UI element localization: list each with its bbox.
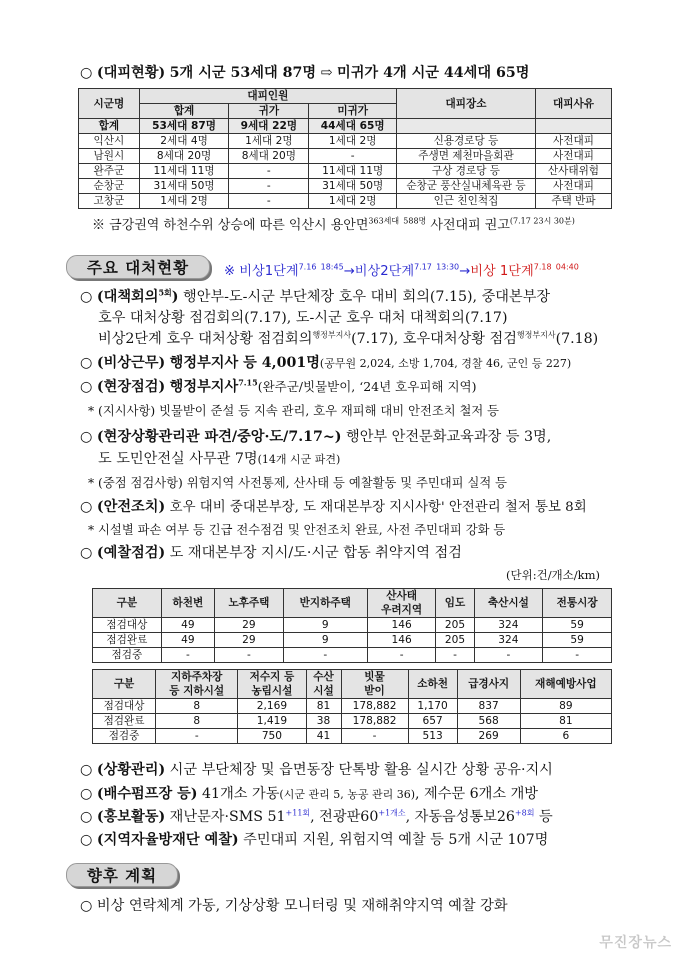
evac-note-sup: (7.17 23시 30분) bbox=[509, 216, 575, 226]
bullet: ○ bbox=[80, 762, 93, 778]
item-safety bbox=[80, 497, 587, 518]
row-header: 점검완료 bbox=[93, 633, 162, 648]
table-cell: 구상 경로당 등 bbox=[397, 164, 536, 179]
item-volunteer bbox=[80, 830, 548, 850]
table-row bbox=[93, 618, 612, 633]
table-row bbox=[79, 149, 612, 164]
col-header: 노후주택 bbox=[215, 589, 284, 618]
item-small: (14개 시군 파견) bbox=[257, 453, 341, 466]
col-header: 귀가 bbox=[229, 104, 309, 119]
table-row bbox=[79, 194, 612, 209]
table-cell: 205 bbox=[436, 633, 474, 648]
table-cell: - bbox=[283, 648, 367, 663]
item-subnote: * (지시사항) 빗물받이 준설 등 지속 관리, 호우 재피해 대비 안전조치 철저 등 bbox=[88, 404, 500, 418]
table-cell: 1세대 2명 bbox=[229, 134, 309, 149]
evac-note bbox=[92, 216, 575, 236]
col-header: 시군명 bbox=[79, 89, 140, 119]
bullet: ○ bbox=[80, 545, 93, 561]
section-badge-future: 향후 계획 bbox=[66, 863, 178, 887]
table-cell: 9세대 22명 bbox=[229, 119, 309, 134]
table-cell: - bbox=[543, 648, 612, 663]
alert-sup: 7.17 bbox=[414, 262, 432, 272]
table-cell: 657 bbox=[408, 714, 457, 729]
table-cell: 146 bbox=[367, 618, 436, 633]
item-dispatch bbox=[80, 427, 551, 447]
table-cell: - bbox=[367, 648, 436, 663]
item-text: (완주군/빗물받이, ‘24년 호우피해 지역) bbox=[257, 379, 477, 394]
table-cell: 사전대피 bbox=[535, 179, 611, 194]
bullet: ○ bbox=[80, 832, 93, 848]
item-text: 비상2단계 호우 대처상황 점검회의 bbox=[98, 331, 313, 347]
table-cell: 1세대 2명 bbox=[309, 194, 397, 209]
col-header: 소하천 bbox=[408, 670, 457, 699]
table-cell: - bbox=[474, 648, 543, 663]
col-header: 대피사유 bbox=[535, 89, 611, 119]
item-sup: +8회 bbox=[514, 808, 535, 818]
future-plan bbox=[80, 896, 508, 916]
table-cell: - bbox=[309, 149, 397, 164]
col-header: 급경사지 bbox=[457, 670, 520, 699]
table-cell: 205 bbox=[436, 618, 474, 633]
item-label: (예찰점검) bbox=[96, 545, 166, 561]
item-small: (시군 관리 5, 농공 관리 36) bbox=[279, 788, 415, 801]
table-cell: 44세대 65명 bbox=[309, 119, 397, 134]
alert-current: 비상 1단계 bbox=[470, 264, 534, 279]
item-meeting-line3 bbox=[98, 329, 598, 349]
evac-head-text1: 5개 시군 53세대 87명 bbox=[169, 65, 317, 81]
item-sup: +11회 bbox=[285, 808, 311, 818]
table-cell: 29 bbox=[215, 633, 284, 648]
item-situation bbox=[80, 760, 553, 780]
item-text: , 전광판60 bbox=[310, 809, 379, 825]
table-cell: 2세대 4명 bbox=[139, 134, 229, 149]
alert-sup: 04:40 bbox=[555, 262, 579, 272]
item-subnote: * 시설별 파손 여부 등 긴급 전수점검 및 안전조치 완료, 사전 주민대피 강화 등 bbox=[88, 523, 506, 537]
item-label: (현장점검) bbox=[96, 379, 166, 395]
item-text: 도 도민안전실 사무관 7명 bbox=[98, 451, 258, 467]
table-cell: 완주군 bbox=[79, 164, 140, 179]
col-header: 산사태 우려지역 bbox=[367, 589, 436, 618]
bullet: ○ bbox=[80, 65, 93, 81]
table-cell: 324 bbox=[474, 633, 543, 648]
table-cell: 신용경로당 등 bbox=[397, 134, 536, 149]
table-cell: 837 bbox=[457, 699, 520, 714]
table-cell: 178,882 bbox=[341, 699, 408, 714]
item-text: 행정부지사 bbox=[169, 379, 239, 395]
table-row bbox=[93, 633, 612, 648]
item-small: (공무원 2,024, 소방 1,704, 경찰 46, 군인 등 227) bbox=[319, 357, 572, 370]
row-header: 점검중 bbox=[93, 729, 156, 744]
item-label: (배수펌프장 등) bbox=[96, 786, 198, 802]
table-cell: 49 bbox=[161, 633, 214, 648]
evac-head-text2: 미귀가 4개 시군 44세대 65명 bbox=[337, 65, 530, 81]
evac-note-sup: 363세대 bbox=[368, 216, 400, 226]
item-text: 등 bbox=[534, 809, 553, 825]
item-patrol bbox=[80, 543, 462, 563]
table-row bbox=[93, 714, 612, 729]
table-cell: - bbox=[156, 729, 238, 744]
table-cell: 178,882 bbox=[341, 714, 408, 729]
item-emergency-duty bbox=[80, 353, 571, 374]
col-header: 합계 bbox=[139, 104, 229, 119]
evacuation-table bbox=[78, 88, 612, 209]
bullet: ○ bbox=[80, 355, 93, 371]
row-header: 점검중 bbox=[93, 648, 162, 663]
table-cell: 269 bbox=[457, 729, 520, 744]
col-header: 대피장소 bbox=[397, 89, 536, 119]
table-cell bbox=[397, 119, 536, 134]
item-text: 주민대피 지원, 위험지역 예찰 등 5개 시군 107명 bbox=[243, 832, 549, 848]
item-label: (대책회의 bbox=[96, 289, 159, 305]
table-cell: 89 bbox=[520, 699, 611, 714]
item-text: 행안부 안전문화교육과장 등 3명, bbox=[346, 429, 552, 445]
bullet: ○ bbox=[80, 499, 93, 515]
table-cell: 2,169 bbox=[238, 699, 306, 714]
table-cell: 324 bbox=[474, 618, 543, 633]
evac-headline bbox=[80, 63, 529, 83]
item-text: 시군 부단체장 및 읍면동장 단톡방 활용 실시간 상황 공유·지시 bbox=[169, 762, 553, 778]
alert-arrow: → bbox=[459, 264, 471, 279]
col-header: 임도 bbox=[436, 589, 474, 618]
col-header: 반지하주택 bbox=[283, 589, 367, 618]
alert-sup: 18:45 bbox=[320, 262, 344, 272]
item-subnote: * (중점 점검사항) 위험지역 사전통제, 산사태 등 예찰활동 및 주민대피 실적 등 bbox=[88, 476, 508, 490]
item-label: (현장상황관리관 파견/중앙·도/7.17~) bbox=[96, 429, 342, 445]
table-cell: 41 bbox=[306, 729, 341, 744]
table-row bbox=[79, 179, 612, 194]
table-cell: 31세대 50명 bbox=[139, 179, 229, 194]
table-cell: - bbox=[215, 648, 284, 663]
item-field-check bbox=[80, 377, 476, 397]
item-text: , 제수문 6개소 개방 bbox=[415, 786, 539, 802]
bullet: ○ bbox=[80, 379, 93, 395]
bullet: ○ bbox=[80, 429, 93, 445]
inspection-table-1 bbox=[92, 588, 612, 663]
col-header: 구분 bbox=[93, 670, 156, 699]
item-sup: +1개소 bbox=[378, 808, 406, 818]
col-header: 구분 bbox=[93, 589, 162, 618]
table-cell: 1,170 bbox=[408, 699, 457, 714]
table-cell: 11세대 11명 bbox=[139, 164, 229, 179]
item-label-close: ) bbox=[171, 289, 179, 305]
bullet: ○ bbox=[80, 289, 93, 305]
bullet: ○ bbox=[80, 786, 93, 802]
row-header: 점검대상 bbox=[93, 618, 162, 633]
col-header: 하천변 bbox=[161, 589, 214, 618]
item-text: (7.17), 호우대처상황 점검 bbox=[351, 331, 517, 347]
table-row bbox=[79, 119, 612, 134]
watermark-logo: 무진장뉴스 bbox=[599, 935, 672, 951]
table-cell: 8 bbox=[156, 714, 238, 729]
section-badge-major: 주요 대처현황 bbox=[66, 255, 210, 279]
table-cell: 81 bbox=[520, 714, 611, 729]
table-row bbox=[79, 164, 612, 179]
alert-prefix: ※ 비상1단계 bbox=[224, 264, 299, 279]
table-cell: - bbox=[436, 648, 474, 663]
item-sup: 행정부지사 bbox=[312, 330, 352, 340]
table-cell: 81 bbox=[306, 699, 341, 714]
table-cell: 568 bbox=[457, 714, 520, 729]
table-cell: 49 bbox=[161, 618, 214, 633]
alert-sup: 7.18 bbox=[533, 262, 552, 272]
row-header: 점검완료 bbox=[93, 714, 156, 729]
table-cell: 주생면 제천마을회관 bbox=[397, 149, 536, 164]
item-text: , 자동음성통보26 bbox=[405, 809, 515, 825]
item-label: (홍보활동) bbox=[96, 809, 166, 825]
table-cell: 사전대피 bbox=[535, 134, 611, 149]
bullet: ○ bbox=[80, 809, 93, 825]
table-cell: 인근 친인척집 bbox=[397, 194, 536, 209]
bullet: ○ bbox=[80, 898, 93, 914]
table-cell bbox=[535, 119, 611, 134]
item-text: 행안부-도-시군 부단체장 호우 대비 회의(7.15), 중대본부장 bbox=[182, 289, 551, 305]
table-cell: 합계 bbox=[79, 119, 140, 134]
arrow-icon: ⇨ bbox=[320, 65, 333, 81]
inspection-table-2 bbox=[92, 669, 612, 744]
table-cell: 산사태위험 bbox=[535, 164, 611, 179]
table-cell: 1,419 bbox=[238, 714, 306, 729]
col-header: 지하주차장 등 지하시설 bbox=[156, 670, 238, 699]
table-cell: 1세대 2명 bbox=[309, 134, 397, 149]
row-header: 점검대상 bbox=[93, 699, 156, 714]
item-label: (상황관리) bbox=[96, 762, 166, 778]
table-cell: 146 bbox=[367, 633, 436, 648]
table-cell: 29 bbox=[215, 618, 284, 633]
table-row bbox=[79, 134, 612, 149]
col-header: 대피인원 bbox=[139, 89, 396, 104]
item-sup: 7.15 bbox=[238, 377, 258, 388]
future-text: 비상 연락체계 가동, 기상상황 모니터링 및 재해취약지역 예찰 강화 bbox=[96, 898, 508, 914]
table-row bbox=[93, 648, 612, 663]
table-row bbox=[93, 699, 612, 714]
table-cell: 38 bbox=[306, 714, 341, 729]
table-cell: 750 bbox=[238, 729, 306, 744]
table-row bbox=[93, 729, 612, 744]
table-cell: - bbox=[161, 648, 214, 663]
table-cell: 11세대 11명 bbox=[309, 164, 397, 179]
table-cell: 53세대 87명 bbox=[139, 119, 229, 134]
item-dispatch-line2 bbox=[98, 449, 340, 470]
table-cell: - bbox=[341, 729, 408, 744]
item-text: 행정부지사 등 4,001명 bbox=[169, 355, 320, 371]
table-cell: 고창군 bbox=[79, 194, 140, 209]
item-label: (비상근무) bbox=[96, 355, 166, 371]
item-pr bbox=[80, 807, 553, 827]
table-cell: 513 bbox=[408, 729, 457, 744]
item-text: (7.18) bbox=[555, 331, 599, 347]
table-cell: - bbox=[229, 179, 309, 194]
table-cell: 순창군 bbox=[79, 179, 140, 194]
item-label: (안전조치) bbox=[96, 499, 166, 515]
col-header: 저수지 등 농림시설 bbox=[238, 670, 306, 699]
evac-note-prefix: ※ 금강권역 하천수위 상승에 따른 익산시 용안면 bbox=[92, 218, 369, 233]
item-sup: 5회 bbox=[158, 287, 172, 298]
col-header: 빗물 받이 bbox=[341, 670, 408, 699]
item-pumps bbox=[80, 784, 538, 805]
item-meeting bbox=[80, 287, 550, 307]
col-header: 미귀가 bbox=[309, 104, 397, 119]
table-cell: 익산시 bbox=[79, 134, 140, 149]
table-cell: 9 bbox=[283, 618, 367, 633]
table-cell: 8세대 20명 bbox=[229, 149, 309, 164]
evac-note-main: 사전대피 권고 bbox=[430, 218, 510, 233]
col-header: 축산시설 bbox=[474, 589, 543, 618]
table-cell: 59 bbox=[543, 618, 612, 633]
alert-mid: →비상2단계 bbox=[343, 264, 415, 279]
item-text: 재난문자·SMS 51 bbox=[169, 809, 286, 825]
item-meeting-line2: 호우 대처상황 점검회의(7.17), 도-시군 호우 대처 대책회의(7.17) bbox=[98, 310, 508, 326]
table-cell: 59 bbox=[543, 633, 612, 648]
evac-head-label: (대피현황) bbox=[96, 65, 166, 81]
col-header: 수산 시설 bbox=[306, 670, 341, 699]
alert-sup: 13:30 bbox=[436, 262, 460, 272]
item-text: 도 재대본부장 지시/도·시군 합동 취약지역 점검 bbox=[169, 545, 462, 561]
table-header-row bbox=[93, 670, 612, 699]
col-header: 전통시장 bbox=[543, 589, 612, 618]
table-cell: 31세대 50명 bbox=[309, 179, 397, 194]
table-cell: - bbox=[229, 194, 309, 209]
table-cell: 6 bbox=[520, 729, 611, 744]
alert-level-line bbox=[224, 260, 579, 279]
item-label: (지역자율방재단 예찰) bbox=[96, 832, 239, 848]
item-sup: 행정부지사 bbox=[516, 330, 556, 340]
table-cell: - bbox=[229, 164, 309, 179]
table-cell: 8 bbox=[156, 699, 238, 714]
col-header: 재해예방사업 bbox=[520, 670, 611, 699]
table-cell: 사전대피 bbox=[535, 149, 611, 164]
alert-sup: 7.16 bbox=[298, 262, 317, 272]
table-cell: 순창군 풍산실내체육관 등 bbox=[397, 179, 536, 194]
item-text: 호우 대비 중대본부장, 도 재대본부장 지시사항' 안전관리 철저 통보 8회 bbox=[169, 500, 587, 515]
table-cell: 9 bbox=[283, 633, 367, 648]
unit-label: (단위:건/개소/km) bbox=[506, 568, 601, 582]
table-header-row bbox=[93, 589, 612, 618]
table-cell: 남원시 bbox=[79, 149, 140, 164]
item-text: 41개소 가동 bbox=[202, 786, 280, 802]
table-cell: 8세대 20명 bbox=[139, 149, 229, 164]
table-cell: 1세대 2명 bbox=[139, 194, 229, 209]
table-cell: 주택 반파 bbox=[535, 194, 611, 209]
evac-note-sup: 588명 bbox=[403, 216, 427, 226]
